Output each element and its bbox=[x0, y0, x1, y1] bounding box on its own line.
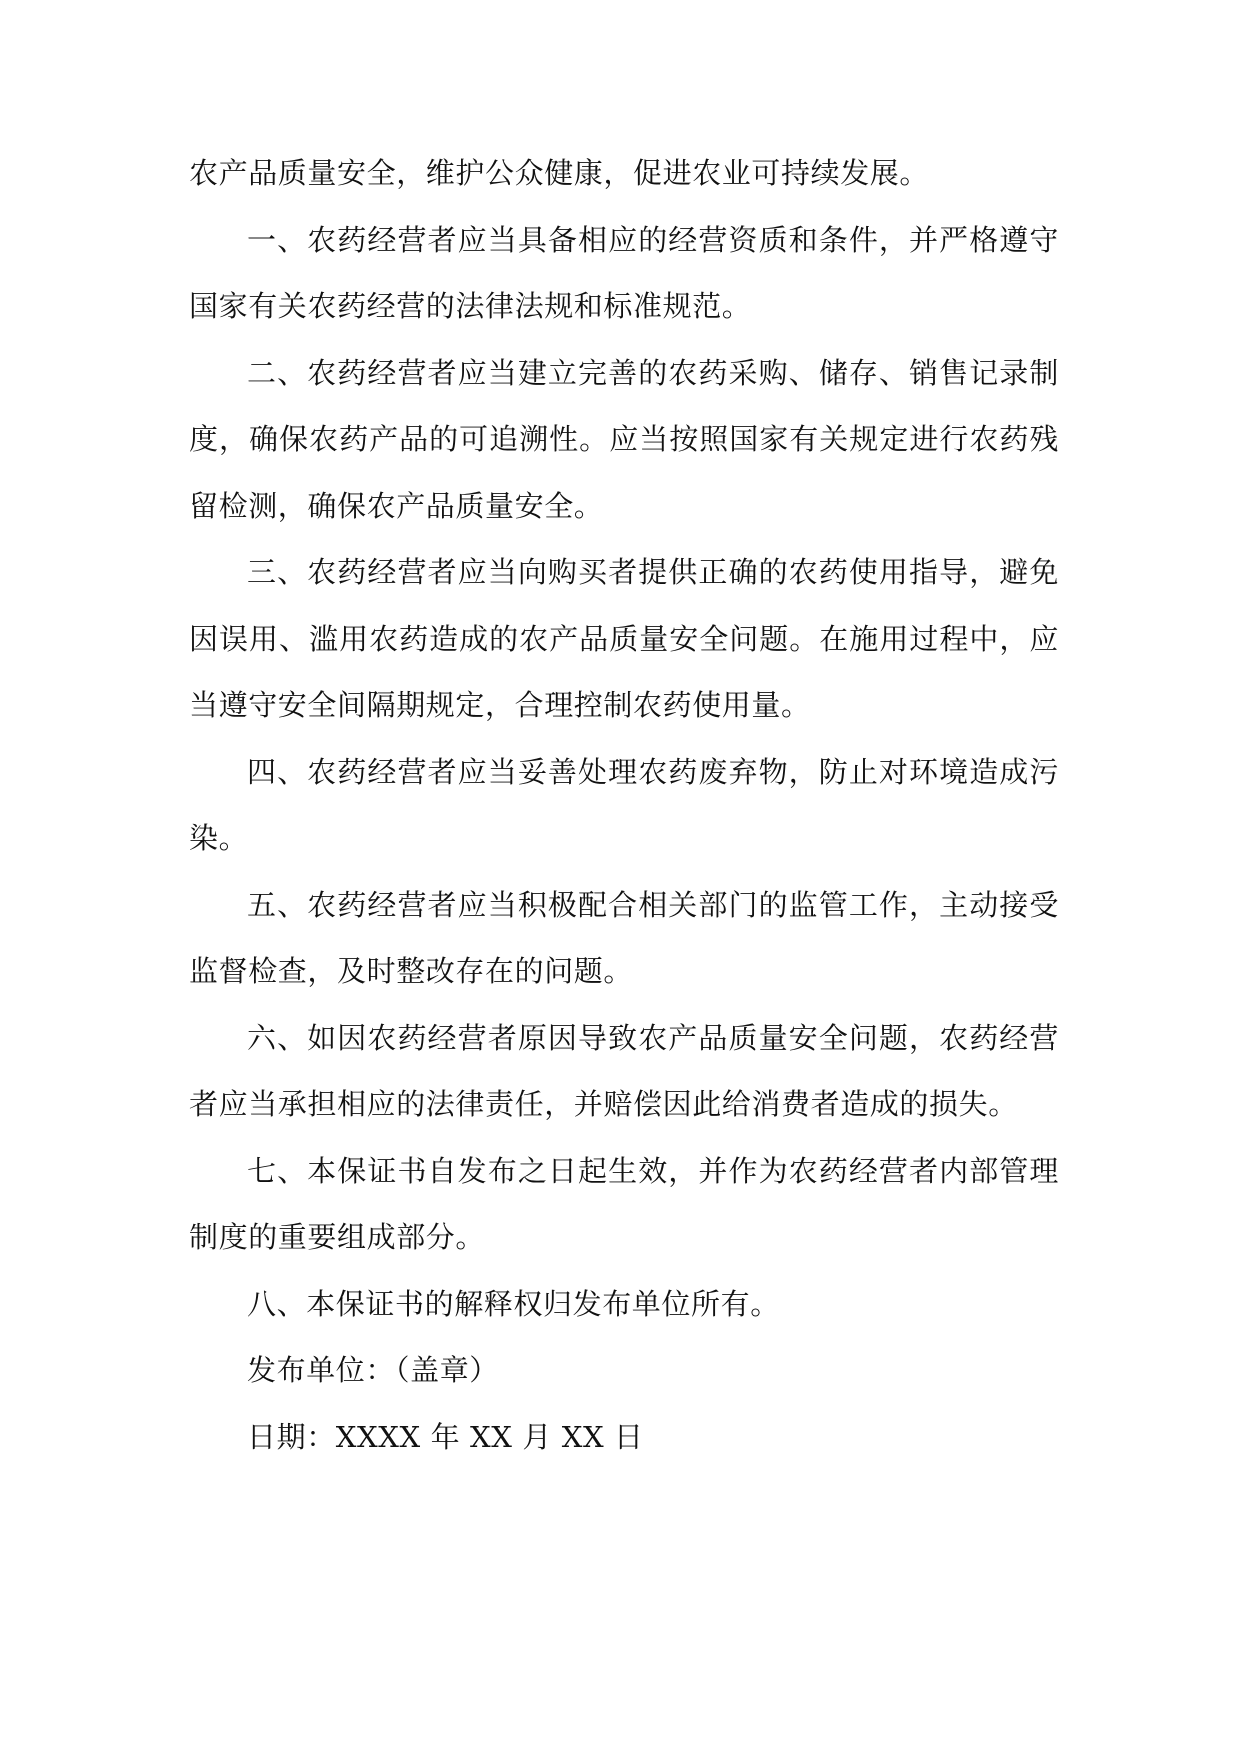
paragraph-clause-7: 七、本保证书自发布之日起生效，并作为农药经营者内部管理制度的重要组成部分。 bbox=[189, 1153, 1059, 1254]
paragraph-clause-5: 五、农药经营者应当积极配合相关部门的监管工作，主动接受监督检查，及时整改存在的问题。 bbox=[189, 887, 1059, 988]
issuer-line: 发布单位：（盖章） bbox=[247, 1353, 499, 1387]
date-line: 日期：XXXX 年 XX 月 XX 日 bbox=[247, 1419, 644, 1454]
paragraph-clause-2: 二、农药经营者应当建立完善的农药采购、储存、销售记录制度，确保农药产品的可追溯性。应当按照国家有关规定进行农药残留检测，确保农产品质量安全。 bbox=[189, 355, 1059, 523]
paragraph-clause-3: 三、农药经营者应当向购买者提供正确的农药使用指导，避免因误用、滥用农药造成的农产品质量安全问题。在施用过程中，应当遵守安全间隔期规定，合理控制农药使用量。 bbox=[189, 555, 1059, 722]
paragraph-clause-1: 一、农药经营者应当具备相应的经营资质和条件，并严格遵守国家有关农药经营的法律法规和标准规范。 bbox=[189, 222, 1059, 323]
paragraph-clause-6: 六、如因农药经营者原因导致农产品质量安全问题，农药经营者应当承担相应的法律责任，并赔偿因此给消费者造成的损失。 bbox=[189, 1020, 1059, 1121]
paragraph-continuation: 农产品质量安全，维护公众健康，促进农业可持续发展。 bbox=[189, 156, 930, 190]
paragraph-clause-4: 四、农药经营者应当妥善处理农药废弃物，防止对环境造成污染。 bbox=[189, 754, 1059, 855]
paragraph-clause-8: 八、本保证书的解释权归发布单位所有。 bbox=[247, 1286, 780, 1321]
document-body bbox=[189, 140, 1059, 1470]
